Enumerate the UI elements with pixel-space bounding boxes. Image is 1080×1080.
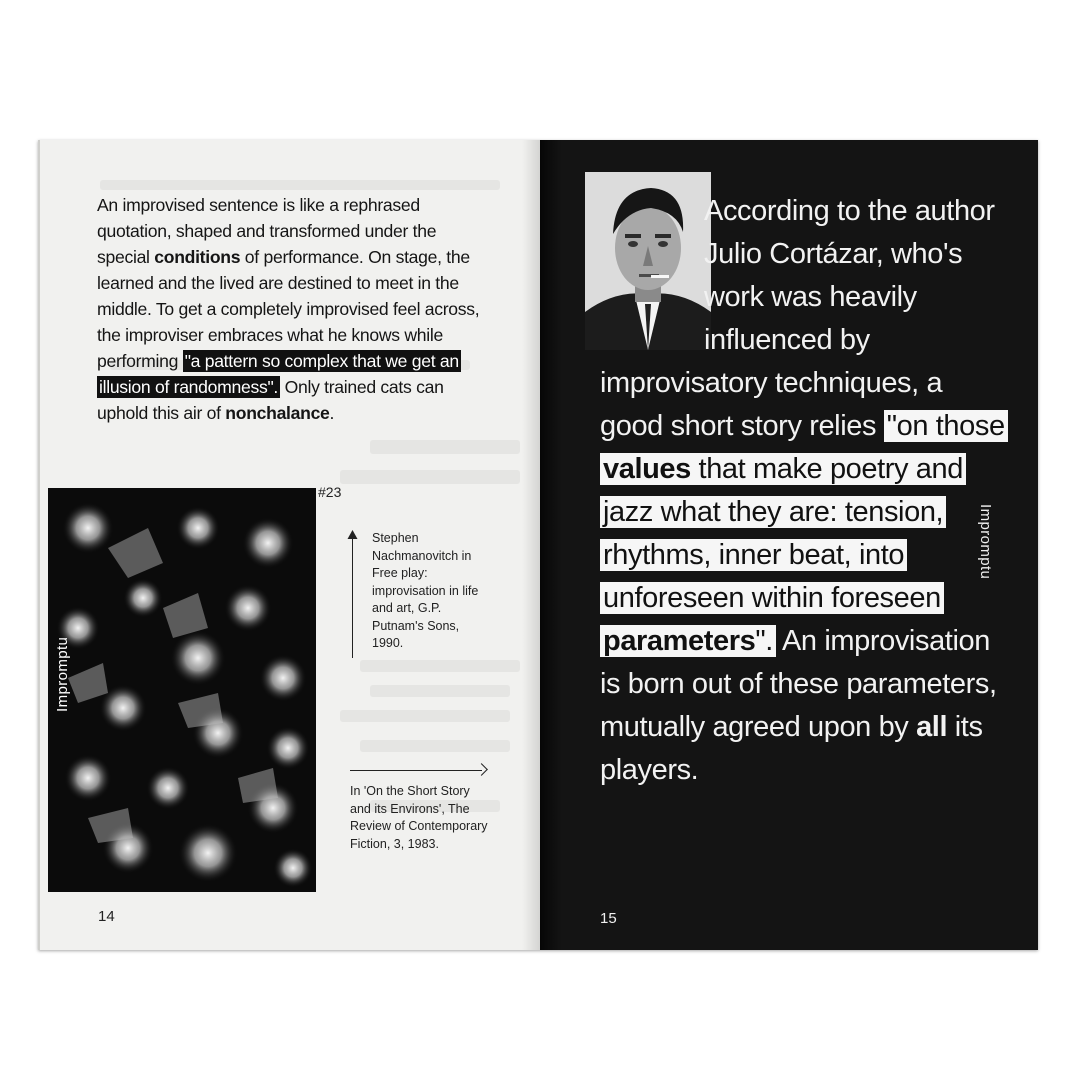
left-page <box>38 140 540 950</box>
body-text-continuation: Only trained cats can uphold this air of <box>97 377 444 423</box>
left-side-label: Impromptu <box>54 636 71 712</box>
body-text-intro: An improvised sentence is like a rephrased quotation, shaped and transformed under the special <box>97 195 437 267</box>
halftone-photo <box>48 488 316 892</box>
arrow-right-icon <box>350 770 482 771</box>
right-body-paragraph <box>600 190 1010 792</box>
cortazar-quote <box>600 410 1008 657</box>
page-number-right: 15 <box>600 910 617 927</box>
booklet-spread <box>38 140 1038 950</box>
right-page <box>540 140 1038 950</box>
body-text-end: . <box>329 403 335 423</box>
body-text-bold-nonchalance: nonchalance <box>225 403 330 423</box>
footnote-number: #23 <box>318 484 342 500</box>
body-text-middle: of performance. On stage, the learned and the lived are destined to meet in the middle. To get a completely improvised feel across, the improviser embraces what he knows while performing <box>97 247 480 371</box>
body-text-bold-conditions: conditions <box>154 247 241 267</box>
right-text-bold-all: all <box>916 711 948 743</box>
page-number-left: 14 <box>98 908 115 925</box>
quote-bold-values: values <box>603 453 691 485</box>
portrait-float-space <box>582 180 704 352</box>
left-body-paragraph <box>97 192 489 426</box>
footnote-2: In 'On the Short Story and its Environs', The Review of Contemporary Fiction, 3, 1983. <box>350 784 488 851</box>
right-text-intro: According to the author Julio Cortázar, who's work was heavily influenced by improvisatory techniques, a good short story relies <box>600 195 995 442</box>
right-text-end: its players. <box>600 711 983 786</box>
right-side-label: Impromptu <box>977 504 994 580</box>
left-side-label-wrap <box>52 612 76 712</box>
quote-middle: that make poetry and jazz what they are: tension, rhythms, inner beat, into unforeseen within foreseen <box>603 453 963 614</box>
quote-close: ". <box>755 625 773 657</box>
quote-open: "on those <box>886 410 1005 442</box>
right-text-middle: An improvisation is born out of these parameters, mutually agreed upon by <box>600 625 997 743</box>
arrow-up-icon <box>352 532 353 658</box>
highlighted-quote: "a pattern so complex that we get an illusion of randomness". <box>99 351 459 397</box>
halftone-photo-graphic <box>48 488 316 892</box>
quote-bold-parameters: parameters <box>603 625 756 657</box>
footnote-1: Stephen Nachmanovitch in Free play: improvisation in life and art, G.P. Putnam's Sons, 1990. <box>372 531 479 650</box>
